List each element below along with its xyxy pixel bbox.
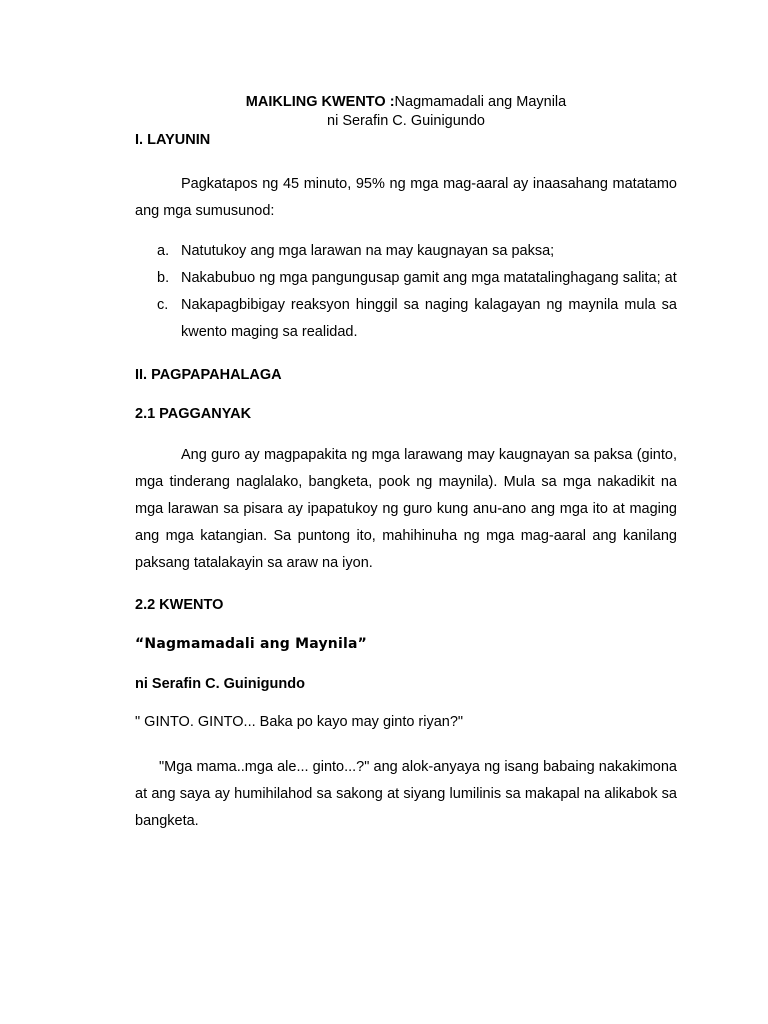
title-label: MAIKLING KWENTO :	[245, 94, 395, 110]
list-item-text: Natutukoy ang mga larawan na may kaugnayan sa paksa;	[181, 243, 555, 259]
layunin-intro: Pagkatapos ng 45 minuto, 95% ng mga mag-aaral ay inaasahang matatamo ang mga sumusunod:	[135, 176, 677, 219]
document-page	[135, 92, 677, 835]
list-marker: b.	[157, 270, 170, 286]
list-item-text: Nakabubuo ng mga pangungusap gamit ang mga matatalinghagang salita; at	[181, 270, 677, 286]
list-item-text: Nakapagbibigay reaksyon hinggil sa naging kalagayan ng maynila mula sa kwento maging sa realidad.	[181, 297, 677, 340]
story-line-1: " GINTO. GINTO... Baka po kayo may ginto riyan?"	[135, 714, 464, 730]
title-story: Nagmamadali ang Maynila	[394, 94, 567, 110]
list-marker: a.	[157, 243, 170, 259]
pagganyak-paragraph: Ang guro ay magpapakita ng mga larawang may kaugnayan sa paksa (ginto, mga tinderang naglalako, bangketa, pook ng maynila). Mula sa mga nakadikit na mga larawan sa pisara ay ipapatukoy ng guro kung anu-ano ang mga ito at maging ang mga katangian. Sa puntong ito, mahihinuha ng mga mag-aaral ang kanilang paksang tatalakayin sa araw na iyon.	[135, 447, 677, 571]
section-heading-pagpapahalaga: II. PAGPAPAHALAGA	[135, 367, 282, 383]
section-heading-kwento: 2.2 KWENTO	[135, 597, 224, 613]
story-author: ni Serafin C. Guinigundo	[135, 676, 305, 692]
document-byline: ni Serafin C. Guinigundo	[327, 113, 485, 129]
list-item	[135, 265, 677, 292]
document-title	[135, 92, 677, 112]
section-heading-pagganyak: 2.1 PAGGANYAK	[135, 406, 252, 422]
list-item	[135, 238, 677, 265]
layunin-list	[135, 238, 677, 346]
story-title: “Nagmamadali ang Maynila”	[135, 636, 367, 652]
list-marker: c.	[157, 297, 169, 313]
list-item	[135, 292, 677, 346]
section-heading-layunin: I. LAYUNIN	[135, 132, 211, 148]
story-paragraph: "Mga mama..mga ale... ginto...?" ang alok-anyaya ng isang babaing nakakimona at ang saya ay humihilahod sa sakong at siyang lumilinis sa makapal na alikabok sa bangketa.	[135, 759, 677, 829]
